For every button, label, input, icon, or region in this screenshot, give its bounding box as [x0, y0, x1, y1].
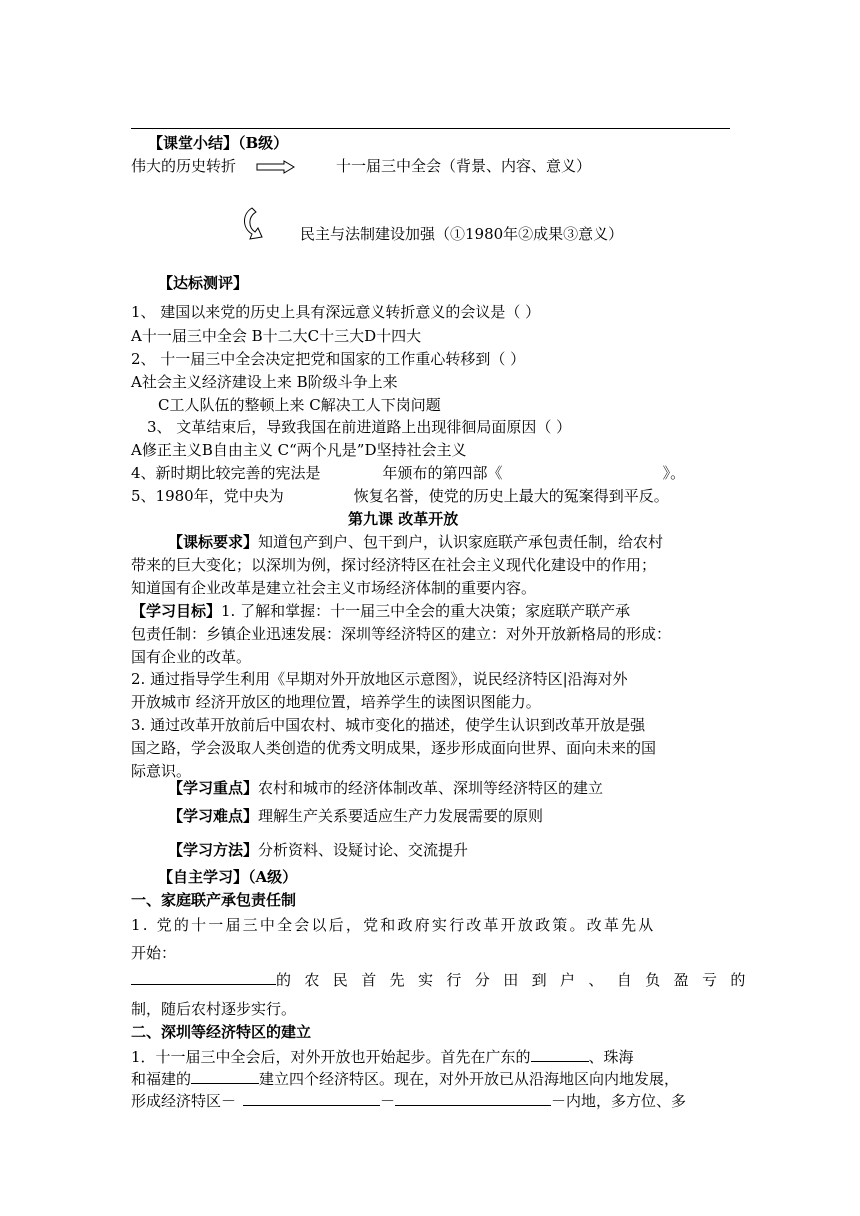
question-5-part-a: 5、1980年，党中央为 [131, 487, 284, 505]
section-2-line-3-text-c: －内地，多方位、多 [551, 1092, 687, 1110]
blank-field[interactable] [243, 1090, 380, 1106]
question-4-part-c: 》。 [662, 464, 686, 482]
question-4 [131, 463, 685, 483]
section-2-line-2-text-b: 建立四个经济特区。现在，对外开放已从沿海地区向内地发展， [259, 1070, 680, 1088]
goal-2-line-1: 2. 通过指导学生利用《早期对外开放地区示意图》，说民经济特区|沿海对外 [131, 670, 628, 688]
section-2-heading: 二、深圳等经济特区的建立 [131, 1023, 312, 1041]
difficulty-text: 理解生产关系要适应生产力发展需要的原则 [258, 807, 544, 825]
curved-arrow-icon [240, 206, 268, 242]
question-3-options: A修正主义B自由主义 C“两个凡是”D坚持社会主义 [131, 441, 467, 459]
goals-label: 【学习目标】 [131, 602, 222, 620]
standards-line-3: 知道国有企业改革是建立社会主义市场经济体制的重要内容。 [131, 579, 537, 597]
blank-field[interactable] [191, 1068, 259, 1084]
goal-3-line-2: 国之路，学会汲取人类创造的优秀文明成果，逐步形成面向世界、面向未来的国 [131, 739, 657, 757]
question-5-part-b: 恢复名誉，使党的历史上最大的冤案得到平反。 [353, 487, 669, 505]
method-label: 【学习方法】 [168, 841, 259, 859]
blank-field[interactable] [131, 969, 276, 985]
section-1-line-2: 开始： [131, 944, 177, 962]
question-1-options: A十一届三中全会 B十二大C十三大D十四大 [131, 327, 422, 345]
goal-3-line-3: 际意识。 [131, 762, 192, 780]
goals-line-2: 包责任制：乡镇企业迅速发展：深圳等经济特区的建立：对外开放新格局的形成： [131, 625, 672, 643]
section-2-line-1-text-a: 1．十一届三中全会后，对外开放也开始起步。首先在广东的 [131, 1048, 531, 1066]
section-1-line-1: 1. 党的十一届三中全会以后，党和政府实行改革开放政策。改革先从 [131, 916, 656, 934]
section-2-line-3-text-a: 形成经济特区－ [131, 1092, 237, 1110]
question-1: 1、 建国以来党的历史上具有深远意义转折意义的会议是（ ） [131, 303, 541, 321]
section-2-line-1 [131, 1046, 634, 1067]
section-2-line-2 [131, 1068, 679, 1089]
goal-3-line-1: 3. 通过改革开放前后中国农村、城市变化的描述，使学生认识到改革开放是强 [131, 716, 646, 734]
blank-field[interactable] [395, 1090, 551, 1106]
section-2-line-3 [131, 1090, 686, 1111]
summary-left: 伟大的历史转折 [131, 157, 237, 175]
standards-line-2: 带来的巨大变化；以深圳为例，探讨经济特区在社会主义现代化建设中的作用； [131, 556, 657, 574]
header-rule [131, 128, 730, 129]
difficult-points [168, 806, 543, 826]
section-1-line-3 [131, 969, 759, 990]
goals-text-1: 1. 了解和掌握：十一届三中全会的重大决策；家庭联产联产承 [221, 602, 631, 620]
section-2-line-3-text-b: － [380, 1092, 396, 1110]
summary-right-1: 十一届三中全会（背景、内容、意义） [336, 157, 592, 175]
goals-line-3: 国有企业的改革。 [131, 648, 252, 666]
section-1-line-4: 制，随后农村逐步实行。 [131, 1000, 297, 1018]
question-2-options-b: C工人队伍的整顿上来 C解决工人下岗问题 [158, 396, 441, 414]
question-2: 2、 十一届三中全会决定把党和国家的工作重心转移到（ ） [131, 350, 526, 368]
key-text: 农村和城市的经济体制改革、深圳等经济特区的建立 [258, 779, 604, 797]
question-4-part-a: 4、新时期比较完善的宪法是 [131, 464, 321, 482]
section-2-line-2-text-a: 和福建的 [131, 1070, 192, 1088]
section-1-line-3-text: 的农民首先实行分田到户、自负盈亏的 [276, 971, 759, 989]
study-method [168, 840, 468, 860]
test-heading: 【达标测评】 [158, 274, 249, 292]
question-2-options-a: A社会主义经济建设上来 B阶级斗争上来 [131, 373, 398, 391]
question-5 [131, 486, 669, 506]
goal-2-line-2: 开放城市 经济开放区的地理位置，培养学生的读图识图能力。 [131, 693, 541, 711]
standards-text-1: 知道包产到户、包干到户，认识家庭联产承包责任制，给农村 [258, 533, 664, 551]
summary-heading: 【课堂小结】（B级） [148, 134, 289, 152]
standards-label: 【课标要求】 [168, 533, 259, 551]
lesson-title: 第九课 改革开放 [348, 510, 459, 528]
difficulty-label: 【学习难点】 [168, 807, 259, 825]
goals-line-1 [131, 601, 630, 621]
question-4-part-b: 年颁布的第四部《 [382, 464, 503, 482]
summary-right-2: 民主与法制建设加强（①1980年②成果③意义） [300, 225, 624, 243]
standards-line-1 [168, 532, 663, 552]
question-3: 3、 文革结束后，导致我国在前进道路上出现徘徊局面原因（ ） [147, 418, 572, 436]
right-arrow-icon [256, 160, 296, 174]
blank-field[interactable] [531, 1046, 589, 1062]
section-2-line-1-text-b: 、珠海 [588, 1048, 634, 1066]
method-text: 分析资料、设疑讨论、交流提升 [258, 841, 469, 859]
key-points [168, 778, 603, 798]
section-1-heading: 一、家庭联产承包责任制 [131, 891, 297, 909]
self-study-heading: 【自主学习】（A级） [158, 868, 298, 886]
key-label: 【学习重点】 [168, 779, 259, 797]
